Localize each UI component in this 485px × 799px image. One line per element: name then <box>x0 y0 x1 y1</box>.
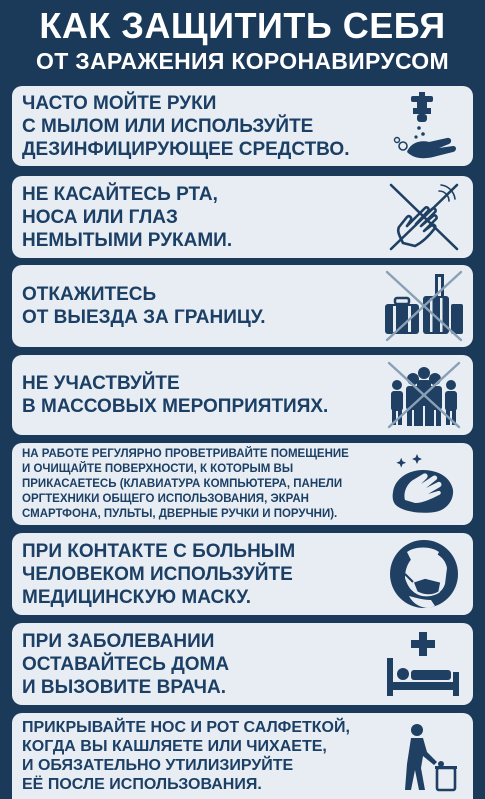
trash-disposal-icon <box>383 720 465 792</box>
tip-card-hand-wash <box>12 86 473 166</box>
tip-card-ventilate-clean <box>12 443 473 525</box>
bed-medical-cross-icon <box>383 628 465 700</box>
tip-card-mask <box>12 533 473 615</box>
tip-text: ОТКАЖИТЕСЬ ОТ ВЫЕЗДА ЗА ГРАНИЦУ. <box>22 284 266 328</box>
page-subtitle: ОТ ЗАРАЖЕНИЯ КОРОНАВИРУСОМ <box>36 48 449 74</box>
medical-mask-icon <box>383 538 465 610</box>
no-touch-face-icon <box>383 181 465 253</box>
no-crowd-icon <box>383 359 465 431</box>
tip-text: НЕ КАСАЙТЕСЬ РТА, НОСА ИЛИ ГЛАЗ НЕМЫТЫМИ РУКАМИ. <box>22 183 233 251</box>
hand-wash-icon <box>383 90 465 162</box>
tip-card-no-crowd <box>12 355 473 435</box>
tip-text: ПРИ ЗАБОЛЕВАНИИ ОСТАВАЙТЕСЬ ДОМА И ВЫЗОВИТЕ ВРАЧА. <box>22 630 230 698</box>
cleaning-cloth-icon <box>383 448 465 520</box>
tip-text: ПРИКРЫВАЙТЕ НОС И РОТ САЛФЕТКОЙ, КОГДА ВЫ КАШЛЯЕТЕ ИЛИ ЧИХАЕТЕ, И ОБЯЗАТЕЛЬНО УТИЛИЗИРУЙТЕ ЕЁ ПОСЛЕ ИСПОЛЬЗОВАНИЯ. <box>22 719 350 793</box>
tip-text: ЧАСТО МОЙТЕ РУКИ С МЫЛОМ ИЛИ ИСПОЛЬЗУЙТЕ ДЕЗИНФИЦИРУЮЩЕЕ СРЕДСТВО. <box>22 92 350 160</box>
tip-text: ПРИ КОНТАКТЕ С БОЛЬНЫМ ЧЕЛОВЕКОМ ИСПОЛЬЗУЙТЕ МЕДИЦИНСКУЮ МАСКУ. <box>22 540 296 608</box>
tip-card-no-travel <box>12 265 473 347</box>
tip-card-no-touch <box>12 176 473 258</box>
tip-text: НА РАБОТЕ РЕГУЛЯРНО ПРОВЕТРИВАЙТЕ ПОМЕЩЕНИЕ И ОЧИЩАЙТЕ ПОВЕРХНОСТИ, К КОТОРЫМ ВЫ ПРИКАСАЕТЕСЬ (КЛАВИАТУРА КОМПЬЮТЕРА, ПАНЕЛИ ОРГТЕХНИКИ ОБЩЕГО ИСПОЛЬЗОВАНИЯ, ЭКРАН СМАРТФОНА, ПУЛЬТЫ, ДВЕРНЫЕ РУЧКИ И ПОРУЧНИ). <box>22 447 349 520</box>
no-travel-luggage-icon <box>383 270 465 342</box>
page-title: КАК ЗАЩИТИТЬ СЕБЯ <box>39 5 446 46</box>
tip-text: НЕ УЧАСТВУЙТЕ В МАССОВЫХ МЕРОПРИЯТИЯХ. <box>22 373 329 417</box>
tip-card-tissue <box>12 713 473 799</box>
tip-card-stay-home <box>12 623 473 705</box>
